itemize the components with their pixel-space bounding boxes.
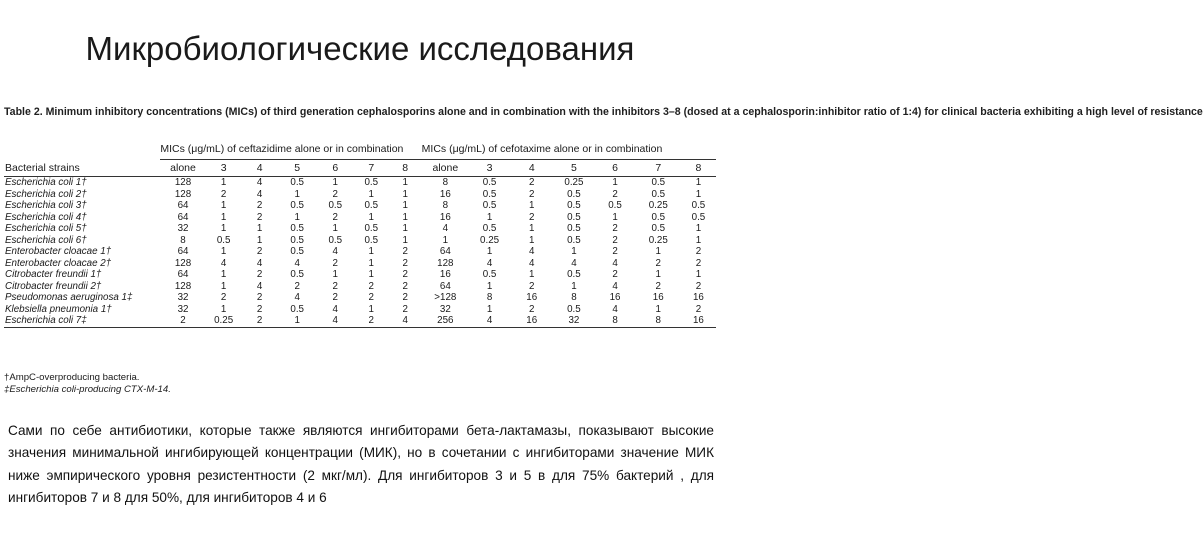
table-row xyxy=(4,246,716,258)
mic-value: 4 xyxy=(529,246,535,257)
mic-value: 4 xyxy=(469,315,510,327)
mic-value: 2 xyxy=(529,280,535,292)
strain-name: Citrobacter freundii 2† xyxy=(5,280,102,292)
mic-value: 0.5 xyxy=(608,200,622,211)
mic-value: 2 xyxy=(655,257,661,269)
mic-value: 1 xyxy=(294,211,300,223)
mic-value: 0.5 xyxy=(651,177,666,188)
mic-value: 1 xyxy=(486,246,493,257)
table-row xyxy=(4,258,716,270)
table-row xyxy=(4,223,716,235)
mic-value: 1 xyxy=(332,223,338,234)
table-row xyxy=(4,235,716,247)
mic-value: 4 xyxy=(256,280,263,292)
mic-value: 2 xyxy=(332,188,338,200)
mic-value: 2 xyxy=(332,280,338,292)
mic-value: 1 xyxy=(332,269,338,280)
mic-value: 2 xyxy=(529,177,535,188)
mic-value: 4 xyxy=(486,257,493,269)
mic-value: 0.5 xyxy=(290,200,305,211)
mic-value: 64 xyxy=(439,246,451,257)
table-row xyxy=(4,269,716,281)
mic-value: 4 xyxy=(256,188,263,200)
mic-value: 1 xyxy=(402,211,408,223)
mic-value: 1 xyxy=(695,188,702,200)
mic-value: 1 xyxy=(529,234,535,246)
table-footnotes xyxy=(4,372,171,396)
mic-value: 1 xyxy=(368,246,374,257)
mic-value: 16 xyxy=(439,188,451,200)
mic-value: 1 xyxy=(256,234,263,246)
mic-value: 0.5 xyxy=(567,211,581,223)
strain-name: Citrobacter freundii 1† xyxy=(5,269,102,280)
mic-value: 0.5 xyxy=(482,188,497,200)
mic-value: 16 xyxy=(692,292,704,303)
mic-value: 0.25 xyxy=(648,200,668,211)
strain-name: Escherichia coli 1† xyxy=(5,177,87,188)
mic-value: 2 xyxy=(695,303,702,315)
mic-value: 1 xyxy=(220,303,227,315)
mic-value: 4 xyxy=(317,315,354,327)
mic-value: 2 xyxy=(402,292,408,303)
mic-value: 2 xyxy=(368,292,374,303)
strain-name: Enterobacter cloacae 2† xyxy=(5,257,112,269)
column-header-row xyxy=(4,160,716,177)
strain-name: Escherichia coli 6† xyxy=(5,234,87,246)
table-row xyxy=(4,292,716,304)
mic-value: 8 xyxy=(636,315,681,327)
mic-value: 1 xyxy=(529,269,535,280)
strain-name: Escherichia coli 2† xyxy=(5,188,87,200)
mic-value: >128 xyxy=(434,292,457,303)
mic-value: 0.5 xyxy=(328,200,343,211)
column-header: 6 xyxy=(317,160,354,177)
mic-value: 2 xyxy=(529,211,535,223)
mic-value: 1 xyxy=(220,246,227,257)
mic-value: 1 xyxy=(402,234,408,246)
mic-value: 16 xyxy=(652,292,664,303)
column-header: 4 xyxy=(242,160,278,177)
mic-value: 64 xyxy=(177,211,189,223)
mic-value: 0.5 xyxy=(290,269,305,280)
mic-value: 16 xyxy=(510,315,553,327)
mic-value: 0.5 xyxy=(482,200,497,211)
slide-body-text: Сами по себе антибиотики, которые также являются ингибиторами бета-лактамазы, показывают высокие значения минимальной ингибирующей концентрации (МИК), но в сочетании с ингибиторами значение МИК ниже эмпирического уровня резистентности (2 мкг/мл). Для ингибиторов 3 и 5 в для 75% бактерий , для ингибиторов 7 и 8 для 50%, для ингибиторов 4 и 6 xyxy=(8,423,714,506)
mic-value: 0.5 xyxy=(567,234,581,246)
mic-value: 2 xyxy=(529,303,535,315)
mic-value: 0.5 xyxy=(364,223,379,234)
mic-value: 0.5 xyxy=(328,234,343,246)
mic-value: 16 xyxy=(526,292,538,303)
table-row xyxy=(4,281,716,293)
mic-value: 4 xyxy=(256,257,263,269)
mic-value: 0.5 xyxy=(567,269,581,280)
mic-value: 64 xyxy=(177,200,189,211)
mic-value: 128 xyxy=(174,188,192,200)
mic-value: 2 xyxy=(256,200,263,211)
mic-value: 1 xyxy=(294,188,300,200)
column-header: 4 xyxy=(510,160,553,177)
mic-value: 1 xyxy=(695,177,702,188)
slide-title: Микробиологические исследования xyxy=(85,30,635,67)
mic-value: 2 xyxy=(160,315,205,327)
mic-value: 8 xyxy=(486,292,493,303)
mic-value: 0.5 xyxy=(290,303,305,315)
mic-value: 128 xyxy=(174,280,192,292)
mic-value: 1 xyxy=(442,234,449,246)
group-header-cefotaxime: MICs (μg/mL) of cefotaxime alone or in combination xyxy=(422,140,716,160)
mic-value: 64 xyxy=(439,280,451,292)
mic-value: 32 xyxy=(439,303,451,315)
mic-value: 32 xyxy=(177,223,189,234)
mic-value: 0.5 xyxy=(691,200,706,211)
column-header: 8 xyxy=(389,160,422,177)
mic-value: 2 xyxy=(256,292,263,303)
mic-value: 1 xyxy=(486,280,493,292)
table-row xyxy=(4,212,716,224)
mic-value: 4 xyxy=(332,246,338,257)
mic-value: 2 xyxy=(242,315,278,327)
mic-value: 1 xyxy=(655,246,661,257)
mic-value: 1 xyxy=(486,303,493,315)
mic-value: 1 xyxy=(368,211,374,223)
mic-value: 1 xyxy=(571,246,577,257)
mic-value: 1 xyxy=(402,177,408,188)
strain-name: Klebsiella pneumonia 1† xyxy=(5,303,112,315)
mic-value: 1 xyxy=(695,269,702,280)
mic-value: 2 xyxy=(368,280,374,292)
mic-value: 2 xyxy=(256,269,263,280)
mic-value: 0.5 xyxy=(482,223,497,234)
mic-value: 8 xyxy=(442,177,449,188)
mic-value: 4 xyxy=(294,257,300,269)
mic-value: 1 xyxy=(256,223,263,234)
mic-value: 64 xyxy=(177,269,189,280)
mic-value: 1 xyxy=(220,223,227,234)
strain-name: Escherichia coli 4† xyxy=(5,211,87,223)
mic-value: 4 xyxy=(571,257,577,269)
mic-value: 2 xyxy=(332,257,338,269)
mic-value: 1 xyxy=(402,188,408,200)
mic-value: 1 xyxy=(695,223,702,234)
mic-value: 0.25 xyxy=(206,315,242,327)
column-header: 6 xyxy=(594,160,635,177)
mic-value: 1 xyxy=(571,280,577,292)
mic-value: 0.25 xyxy=(648,234,668,246)
mic-value: 0.5 xyxy=(651,211,666,223)
mic-value: 2 xyxy=(402,269,408,280)
mic-value: 4 xyxy=(612,303,618,315)
mic-value: 2 xyxy=(695,257,702,269)
mic-value: 0.5 xyxy=(651,188,666,200)
mic-value: 1 xyxy=(368,269,374,280)
mic-value: 2 xyxy=(612,269,618,280)
mic-value: 0.5 xyxy=(567,188,581,200)
mic-value: 4 xyxy=(612,280,618,292)
column-header: 5 xyxy=(278,160,317,177)
strain-name: Escherichia coli 5† xyxy=(5,223,87,234)
strain-name: Escherichia coli 7‡ xyxy=(4,315,160,327)
mic-value: 0.5 xyxy=(364,200,379,211)
mic-value: 16 xyxy=(681,315,716,327)
mic-value: 2 xyxy=(402,257,408,269)
mic-value: 1 xyxy=(220,200,227,211)
mic-value: 1 xyxy=(220,269,227,280)
group-header-row xyxy=(4,140,716,160)
group-header-spacer xyxy=(4,140,160,160)
mic-value: 2 xyxy=(354,315,389,327)
mic-value: 2 xyxy=(332,211,338,223)
table-row xyxy=(4,200,716,212)
mic-value: 1 xyxy=(220,280,227,292)
table-row xyxy=(4,315,716,327)
mic-value: 1 xyxy=(220,211,227,223)
mic-value: 1 xyxy=(402,200,408,211)
group-header-ceftazidime: MICs (μg/mL) of ceftazidime alone or in combination xyxy=(160,140,421,160)
mic-value: 1 xyxy=(612,211,618,223)
mic-value: 32 xyxy=(177,292,189,303)
mic-value: 2 xyxy=(220,188,227,200)
table-row xyxy=(4,304,716,316)
mic-value: 0.5 xyxy=(290,234,305,246)
mic-value: 1 xyxy=(368,257,374,269)
mic-value: 256 xyxy=(422,315,469,327)
mic-value: 1 xyxy=(529,223,535,234)
mic-value: 2 xyxy=(695,280,702,292)
mic-value: 0.5 xyxy=(290,223,305,234)
mic-value: 0.25 xyxy=(564,177,584,188)
mic-value: 2 xyxy=(612,223,618,234)
column-header: 3 xyxy=(206,160,242,177)
mic-value: 0.5 xyxy=(651,223,666,234)
mic-value: 0.5 xyxy=(567,303,581,315)
footnote: ‡Escherichia coli-producing CTX-M-14. xyxy=(4,384,171,395)
mic-value: 16 xyxy=(439,269,451,280)
mic-table xyxy=(4,140,716,328)
mic-value: 1 xyxy=(612,177,618,188)
mic-value: 0.5 xyxy=(567,200,581,211)
mic-value: 0.5 xyxy=(290,177,305,188)
strain-name: Escherichia coli 3† xyxy=(5,200,87,211)
mic-value: 32 xyxy=(177,303,189,315)
mic-value: 2 xyxy=(402,280,408,292)
column-header-strains: Bacterial strains xyxy=(4,160,160,177)
mic-value: 2 xyxy=(612,234,618,246)
mic-value: 2 xyxy=(256,246,263,257)
mic-value: 128 xyxy=(174,257,192,269)
mic-value: 0.5 xyxy=(482,177,497,188)
mic-value: 4 xyxy=(529,257,535,269)
mic-value: 4 xyxy=(294,292,300,303)
mic-value: 32 xyxy=(553,315,594,327)
mic-value: 1 xyxy=(655,303,661,315)
strain-name: Pseudomonas aeruginosa 1‡ xyxy=(5,292,133,303)
mic-value: 8 xyxy=(571,292,577,303)
mic-value: 16 xyxy=(439,211,451,223)
mic-value: 1 xyxy=(278,315,317,327)
mic-value: 2 xyxy=(695,246,702,257)
mic-value: 0.5 xyxy=(567,223,581,234)
column-header: 3 xyxy=(469,160,510,177)
mic-value: 4 xyxy=(332,303,338,315)
column-header: 8 xyxy=(681,160,716,177)
mic-value: 2 xyxy=(220,292,227,303)
mic-value: 0.25 xyxy=(480,234,500,246)
table-body xyxy=(4,177,716,328)
column-header: alone xyxy=(160,160,205,177)
column-header: 7 xyxy=(354,160,389,177)
mic-value: 0.5 xyxy=(482,269,497,280)
mic-value: 1 xyxy=(402,223,408,234)
column-header: alone xyxy=(422,160,469,177)
mic-value: 0.5 xyxy=(290,246,305,257)
mic-value: 2 xyxy=(612,246,618,257)
mic-value: 128 xyxy=(174,177,192,188)
mic-value: 2 xyxy=(294,280,300,292)
mic-value: 4 xyxy=(612,257,618,269)
mic-value: 4 xyxy=(256,177,263,188)
mic-value: 1 xyxy=(332,177,338,188)
mic-value: 128 xyxy=(437,257,454,269)
footnote: †AmpC-overproducing bacteria. xyxy=(4,372,140,383)
mic-value: 0.5 xyxy=(364,177,379,188)
mic-value: 4 xyxy=(389,315,422,327)
mic-value: 4 xyxy=(442,223,449,234)
mic-value: 1 xyxy=(368,303,374,315)
mic-value: 1 xyxy=(368,188,374,200)
mic-value: 1 xyxy=(220,177,227,188)
mic-value: 4 xyxy=(220,257,227,269)
column-header: 7 xyxy=(636,160,681,177)
mic-value: 2 xyxy=(529,188,535,200)
column-header: 5 xyxy=(553,160,594,177)
mic-value: 2 xyxy=(402,246,408,257)
mic-value: 0.5 xyxy=(691,211,706,223)
strain-name: Enterobacter cloacae 1† xyxy=(5,246,112,257)
table-caption: Table 2. Minimum inhibitory concentrations (MICs) of third generation cephalosporins alone and in combination with the inhibitors 3–8 (dosed at a cephalosporin:inhibitor ratio of 1:4) for clinical bacteria exhibiting a high level of resistance xyxy=(4,106,1203,118)
mic-value: 1 xyxy=(529,200,535,211)
table-row xyxy=(4,177,716,189)
mic-value: 16 xyxy=(609,292,621,303)
mic-value: 2 xyxy=(402,303,408,315)
mic-value: 2 xyxy=(256,303,263,315)
mic-value: 1 xyxy=(486,211,493,223)
mic-value: 2 xyxy=(256,211,263,223)
mic-value: 1 xyxy=(695,234,702,246)
mic-value: 2 xyxy=(332,292,338,303)
table-row xyxy=(4,189,716,201)
mic-value: 2 xyxy=(655,280,661,292)
mic-value: 2 xyxy=(612,188,618,200)
mic-value: 8 xyxy=(442,200,449,211)
mic-value: 0.5 xyxy=(216,234,231,246)
mic-value: 0.5 xyxy=(364,234,379,246)
mic-value: 1 xyxy=(655,269,661,280)
mic-value: 8 xyxy=(594,315,635,327)
mic-value: 8 xyxy=(180,234,186,246)
mic-value: 64 xyxy=(177,246,189,257)
